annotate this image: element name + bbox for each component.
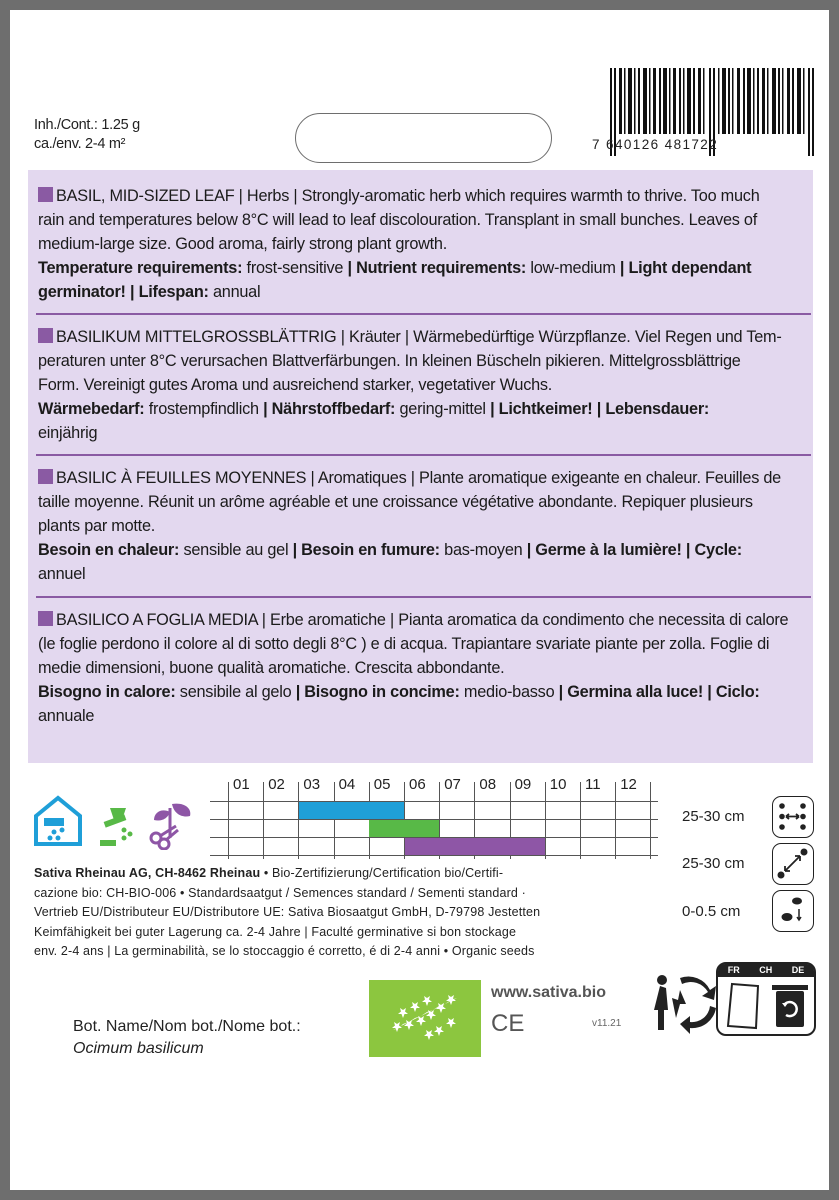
version: v11.21 [592, 1018, 622, 1029]
row-spacing-icon [772, 796, 814, 838]
waste-bin-icon [770, 981, 810, 1031]
text-line [34, 884, 649, 904]
bullet-square-icon [38, 187, 53, 202]
harvest-bar [405, 838, 545, 855]
text-line [38, 397, 810, 421]
month-label: 10 [549, 776, 567, 793]
bold-text: | Lichtkeimer! | Lebensdauer: [490, 400, 710, 418]
grid-line [545, 782, 546, 859]
website: www.sativa.bio [491, 984, 606, 1001]
text-line [38, 373, 810, 397]
bullet-square-icon [38, 611, 53, 626]
coverage-area: ca./env. 2-4 m² [34, 136, 126, 152]
row-spacing-label: 25-30 cm [682, 808, 745, 825]
text-line [34, 903, 649, 923]
grid-line [298, 782, 299, 859]
bold-text: | Nährstoffbedarf: [263, 400, 396, 418]
text: taille moyenne. Réunit un arôme agréable et une croissance végétative abondante. Repiquer plusieurs [38, 493, 753, 511]
botanical-name: Ocimum basilicum [73, 1040, 204, 1057]
grid-line [210, 801, 658, 802]
text: Vertrieb EU/Distributeur EU/Distributore UE: Sativa Biosaatgut GmbH, D-79798 Jestetten [34, 905, 541, 920]
text: medio-basso [459, 683, 559, 701]
section-german [38, 325, 810, 445]
grid-line [228, 782, 229, 859]
text-line [38, 184, 810, 208]
month-label: 12 [620, 776, 637, 793]
bold-text: | Germina alla luce! | Ciclo: [558, 683, 760, 701]
text: sensibile al gelo [175, 683, 296, 701]
text-line [34, 864, 649, 884]
bold-text: | Besoin en fumure: [292, 541, 440, 559]
text: gering-mittel [395, 400, 491, 418]
text: peraturen unter 8°C verursachen Blattverfärbungen. In kleinen Büscheln pikieren. Mittelgrossblättrige [38, 352, 741, 370]
grid-line [263, 782, 264, 859]
bold-text: | Light dependant [619, 259, 752, 277]
country-flags [718, 964, 814, 977]
text: Keimfähigkeit bei guter Lagerung ca. 2-4 Jahre | Faculté germinative si bon stockage [34, 924, 517, 939]
sowing-depth-icon [772, 890, 814, 932]
botanical-label: Bot. Name/Nom bot./Nome bot.: [73, 1018, 301, 1035]
text: annuel [38, 565, 86, 583]
text-line [38, 421, 810, 445]
eu-organic-logo [369, 980, 481, 1057]
month-label: 02 [268, 776, 285, 793]
divider [36, 596, 811, 598]
ce-mark: CE [491, 1010, 525, 1037]
divider [36, 454, 811, 456]
text-line [38, 704, 810, 728]
bold-text: germinator! | Lifespan: [38, 283, 209, 301]
text-line [38, 232, 810, 256]
recycling-info-box [716, 962, 816, 1036]
text-line [38, 349, 810, 373]
bold-text: Sativa Rheinau AG, CH-8462 Rheinau [34, 866, 261, 880]
flag-fr: FR [727, 965, 740, 975]
text: env. 2-4 ans | La germinabilità, se lo stoccaggio é corretto, é di 2-4 anni • Organic seeds [34, 944, 535, 959]
hang-hole [295, 113, 552, 163]
outdoor-sowing-icon [96, 804, 140, 848]
text-line [38, 280, 810, 304]
text-line [34, 923, 649, 943]
barcode-number: 7 640126 481722 [592, 137, 719, 152]
text-line [38, 632, 810, 656]
text-line [38, 538, 810, 562]
bold-text: | Germe à la lumière! | Cycle: [526, 541, 742, 559]
text: frostempfindlich [144, 400, 264, 418]
grid-line [210, 855, 658, 856]
triman-recycle-icon [650, 970, 722, 1034]
text: cazione bio: CH-BIO-006 • Standardsaatgut / Semences standard / Sementi standard · [34, 885, 526, 900]
month-label: 08 [479, 776, 497, 793]
text: medium-large size. Good aroma, fairly strong plant growth. [38, 235, 447, 253]
grid-line [580, 782, 581, 859]
sowing-indoor-bar [299, 802, 404, 819]
indoor-sowing-icon [32, 794, 84, 848]
grid-line [615, 782, 616, 859]
section-french [38, 466, 810, 586]
text-line [34, 942, 649, 962]
text: rain and temperatures below 8°C will lead to leaf discolouration. Transplant in small bunches. Leaves of [38, 211, 758, 229]
text: • Bio-Zertifizierung/Certification bio/Certifi- [260, 866, 504, 880]
sowing-depth-label: 0-0.5 cm [682, 903, 741, 920]
month-label: 05 [373, 776, 391, 793]
grid-line [334, 782, 335, 859]
text: BASIL, MID-SIZED LEAF | Herbs | Strongly-aromatic herb which requires warmth to thrive. Too much [56, 187, 760, 205]
month-label: 01 [233, 776, 250, 793]
bold-text: Wärmebedarf: [38, 400, 145, 418]
seed-packet-back [10, 10, 829, 1190]
bold-text: Besoin en chaleur: [38, 541, 180, 559]
bold-text: Bisogno in calore: [38, 683, 176, 701]
text-line [38, 680, 810, 704]
text: einjährig [38, 424, 98, 442]
bullet-square-icon [38, 469, 53, 484]
text-line [38, 325, 810, 349]
text-line [38, 256, 810, 280]
text: medie dimensioni, buone qualità aromatiche. Crescita abbondante. [38, 659, 505, 677]
text-line [38, 466, 810, 490]
text-line [38, 490, 810, 514]
text: BASILIC À FEUILLES MOYENNES | Aromatiques | Plante aromatique exigeante en chaleur. Feuilles de [56, 469, 781, 487]
description-panel [28, 170, 813, 763]
text: plants par motte. [38, 517, 156, 535]
bold-text: | Nutrient requirements: [347, 259, 527, 277]
text: BASILIKUM MITTELGROSSBLÄTTRIG | Kräuter | Wärmebedürftige Würzpflanze. Viel Regen und Tem- [56, 328, 782, 346]
flag-ch: CH [759, 965, 773, 975]
text-line [38, 608, 810, 632]
text: sensible au gel [179, 541, 293, 559]
grid-line [650, 782, 651, 859]
bullet-square-icon [38, 328, 53, 343]
plant-spacing-label: 25-30 cm [682, 855, 745, 872]
packet-icon [726, 982, 762, 1030]
text: annuale [38, 707, 95, 725]
month-label: 06 [409, 776, 426, 793]
month-label: 07 [444, 776, 461, 793]
content-weight: Inh./Cont.: 1.25 g [34, 117, 140, 133]
text: bas-moyen [439, 541, 527, 559]
text: low-medium [526, 259, 620, 277]
month-label: 04 [338, 776, 356, 793]
text-line [38, 656, 810, 680]
bold-text: Temperature requirements: [38, 259, 243, 277]
month-label: 09 [514, 776, 532, 793]
text: (le foglie perdono il colore al di sotto degli 8°C ) e di acqua. Trapiantare svariate piante per zolla. Foglie di [38, 635, 770, 653]
harvest-icon [144, 798, 198, 850]
text-line [38, 562, 810, 586]
text: BASILICO A FOGLIA MEDIA | Erbe aromatiche | Pianta aromatica da condimento che necessita di calore [56, 611, 789, 629]
text: frost-sensitive [242, 259, 348, 277]
flag-de: DE [791, 965, 805, 975]
text-line [38, 208, 810, 232]
divider [36, 313, 811, 315]
text-line [38, 514, 810, 538]
company-info [34, 864, 649, 962]
plant-spacing-icon [772, 843, 814, 885]
sowing-outdoor-bar [369, 820, 439, 837]
section-italian [38, 608, 810, 728]
bold-text: | Bisogno in concime: [295, 683, 460, 701]
section-english [38, 184, 810, 304]
text: annual [208, 283, 261, 301]
month-label: 03 [303, 776, 321, 793]
text: Form. Vereinigt gutes Aroma und ausreichend starker, vegetativer Wuchs. [38, 376, 553, 394]
month-label: 11 [585, 776, 601, 793]
